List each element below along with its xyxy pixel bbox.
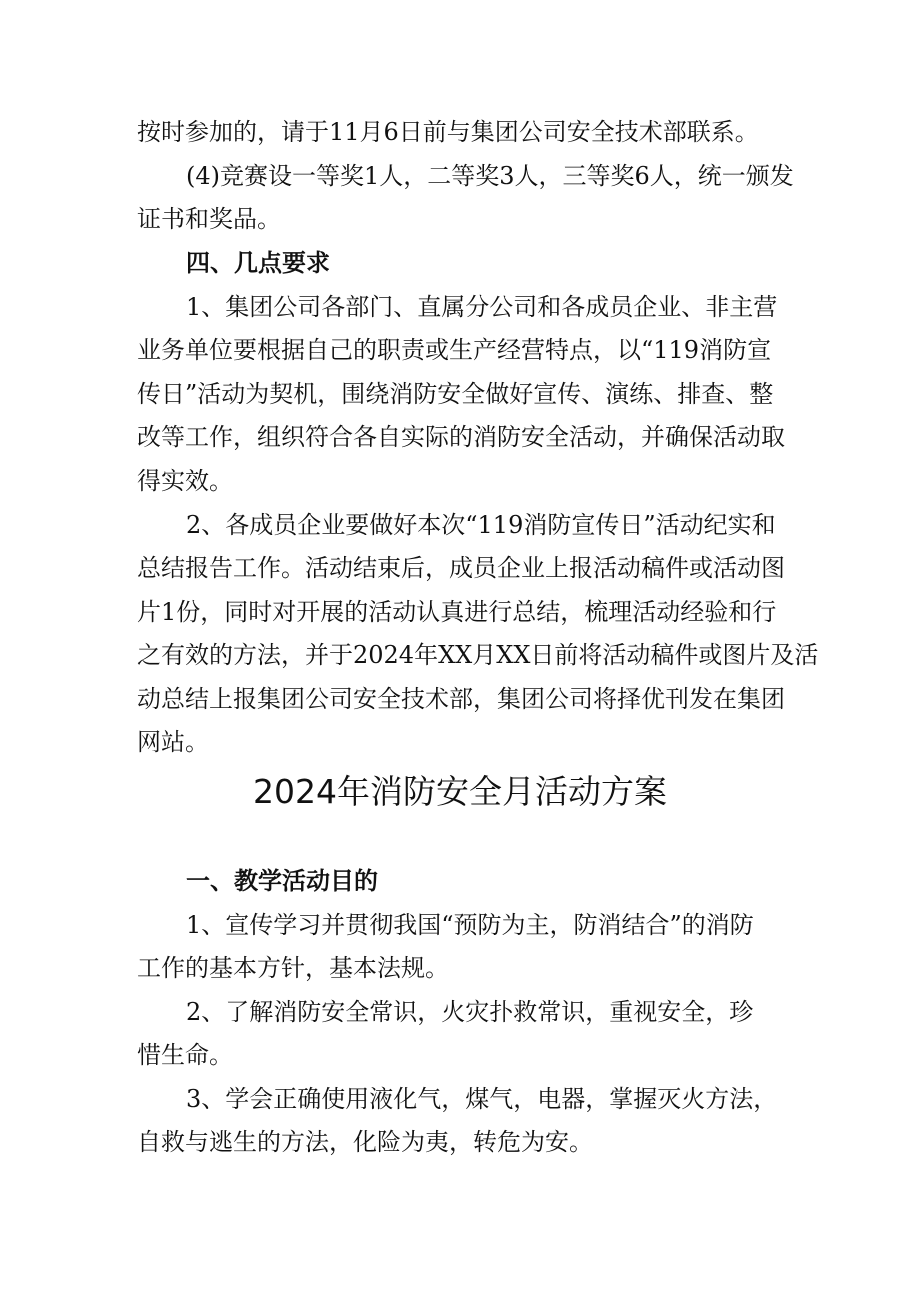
text-line: 1、宣传学习并贯彻我国“预防为主，防消结合”的消防: [186, 911, 754, 939]
text-line: 3、学会正确使用液化气，煤气，电器，掌握灭火方法，: [186, 1085, 778, 1113]
text-line: 工作的基本方针，基本法规。: [137, 954, 449, 982]
text-line: 业务单位要根据自己的职责或生产经营特点，以“119消防宣: [137, 336, 772, 364]
text-line: 2、了解消防安全常识，火灾扑救常识，重视安全，珍: [186, 998, 754, 1026]
text-line: (4)竞赛设一等奖1人，二等奖3人，三等奖6人，统一颁发: [186, 162, 794, 190]
text-line: 得实效。: [137, 467, 233, 495]
text-line: 之有效的方法，并于2024年XX月XX日前将活动稿件或图片及活: [137, 641, 819, 669]
text-line: 证书和奖品。: [137, 205, 281, 233]
text-line: 自救与逃生的方法，化险为夷，转危为安。: [137, 1128, 593, 1156]
text-line: 片1份，同时对开展的活动认真进行总结，梳理活动经验和行: [137, 598, 777, 626]
text-line: 1、集团公司各部门、直属分公司和各成员企业、非主营: [186, 293, 778, 321]
text-line: 2、各成员企业要做好本次“119消防宣传日”活动纪实和: [186, 511, 776, 539]
text-line: 惜生命。: [137, 1041, 233, 1069]
text-line: 网站。: [137, 728, 209, 756]
text-line: 动总结上报集团公司安全技术部，集团公司将择优刊发在集团: [137, 685, 785, 713]
section-heading: 一、教学活动目的: [186, 866, 378, 895]
text-line: 按时参加的，请于11月6日前与集团公司安全技术部联系。: [137, 118, 759, 146]
text-line: 总结报告工作。活动结束后，成员企业上报活动稿件或活动图: [137, 554, 785, 582]
section-heading: 四、几点要求: [186, 248, 330, 277]
document-title: 2024年消防安全月活动方案: [253, 772, 667, 811]
text-line: 传日”活动为契机，围绕消防安全做好宣传、演练、排查、整: [137, 380, 774, 408]
text-line: 改等工作，组织符合各自实际的消防安全活动，并确保活动取: [137, 423, 785, 451]
